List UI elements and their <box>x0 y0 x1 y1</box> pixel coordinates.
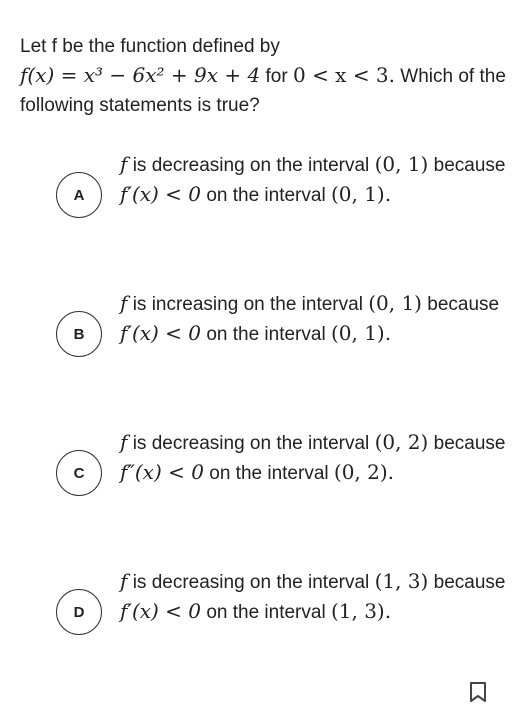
answer-option-a[interactable] <box>56 150 506 250</box>
option-c-interval: (0, 2) <box>374 430 429 454</box>
option-d-because: because <box>433 572 506 593</box>
option-a-interval: (0, 1) <box>374 152 429 176</box>
domain-connector: for <box>265 66 288 87</box>
option-c-claim: is decreasing on the interval <box>132 433 370 454</box>
option-d-claim: is decreasing on the interval <box>132 572 370 593</box>
option-c-badge[interactable]: C <box>56 450 102 496</box>
answer-option-b[interactable] <box>56 289 506 389</box>
option-a-badge[interactable]: A <box>56 172 102 218</box>
question-line-2 <box>20 61 510 120</box>
option-c-derivative: f″(x) < 0 <box>120 460 204 484</box>
domain-expression: 0 < x < 3. <box>292 63 396 87</box>
option-d-interval-end: (1, 3). <box>330 599 392 623</box>
question-intro: Let f be the function defined by <box>20 36 280 57</box>
option-b-derivative: f′(x) < 0 <box>120 321 202 345</box>
option-b-reason: on the interval <box>206 324 326 345</box>
question-text <box>20 32 510 120</box>
bookmark-icon[interactable] <box>466 680 490 704</box>
option-b-function: f <box>120 291 128 315</box>
option-b-claim: is increasing on the interval <box>132 294 363 315</box>
option-a-interval-end: (0, 1). <box>330 182 392 206</box>
function-expression: f(x) = x³ − 6x² + 9x + 4 <box>20 63 261 87</box>
question-line-1 <box>20 32 510 61</box>
option-d-function: f <box>120 569 128 593</box>
option-a-reason: on the interval <box>206 185 326 206</box>
option-d-text[interactable] <box>120 567 510 627</box>
option-a-derivative: f′(x) < 0 <box>120 182 202 206</box>
option-b-text[interactable] <box>120 289 510 349</box>
answer-option-c[interactable] <box>56 428 506 528</box>
option-c-reason: on the interval <box>209 463 329 484</box>
option-d-derivative: f′(x) < 0 <box>120 599 202 623</box>
option-c-because: because <box>433 433 506 454</box>
option-b-interval: (0, 1) <box>368 291 422 315</box>
option-c-interval-end: (0, 2). <box>333 460 395 484</box>
option-a-text[interactable] <box>120 150 510 210</box>
option-a-claim: is decreasing on the interval <box>132 155 370 176</box>
question-tail: Which of the following statements is true? <box>20 66 506 116</box>
option-d-badge[interactable]: D <box>56 589 102 635</box>
option-b-because: because <box>427 294 500 315</box>
answer-option-d[interactable] <box>56 567 506 667</box>
option-c-function: f <box>120 430 128 454</box>
option-d-reason: on the interval <box>206 602 326 623</box>
option-a-function: f <box>120 152 128 176</box>
option-a-because: because <box>433 155 506 176</box>
option-b-interval-end: (0, 1). <box>330 321 392 345</box>
option-d-interval: (1, 3) <box>374 569 429 593</box>
option-c-text[interactable] <box>120 428 510 488</box>
option-b-badge[interactable]: B <box>56 311 102 357</box>
